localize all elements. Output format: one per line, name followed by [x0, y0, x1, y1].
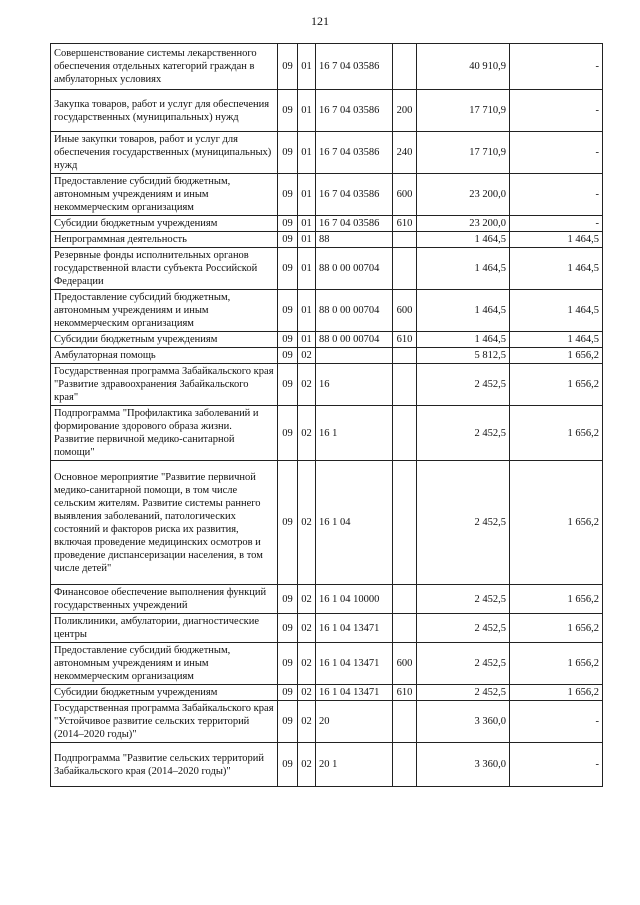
subsection-code-cell: 02 — [298, 348, 316, 364]
item-name-cell: Основное мероприятие "Развитие первичной медико-санитарной помощи, в том числе сельским жителям. Развитие системы раннего выявления заболеваний, патологических состояний и факторов риска их развития, включая проведение медицинских осмотров и проведение диспансеризации населения, в том числе детей" — [51, 461, 278, 585]
amount-federal-cell: 1 656,2 — [510, 585, 603, 614]
table-row — [51, 132, 603, 174]
subsection-code-cell: 02 — [298, 701, 316, 743]
amount-cell: 2 452,5 — [417, 406, 510, 461]
item-name-cell: Финансовое обеспечение выполнения функций государственных учреждений — [51, 585, 278, 614]
item-name-cell: Государственная программа Забайкальского края "Развитие здравоохранения Забайкальского края" — [51, 364, 278, 406]
expense-type-cell — [393, 406, 417, 461]
amount-cell: 17 710,9 — [417, 132, 510, 174]
amount-cell: 17 710,9 — [417, 90, 510, 132]
subsection-code-cell: 02 — [298, 364, 316, 406]
target-article-cell: 16 1 04 13471 — [316, 643, 393, 685]
subsection-code-cell: 01 — [298, 216, 316, 232]
table-row — [51, 44, 603, 90]
expense-type-cell: 200 — [393, 90, 417, 132]
subsection-code-cell: 02 — [298, 585, 316, 614]
amount-cell: 1 464,5 — [417, 232, 510, 248]
amount-federal-cell: 1 464,5 — [510, 232, 603, 248]
amount-federal-cell: - — [510, 90, 603, 132]
section-code-cell: 09 — [278, 232, 298, 248]
expense-type-cell: 610 — [393, 332, 417, 348]
amount-cell: 2 452,5 — [417, 364, 510, 406]
subsection-code-cell: 02 — [298, 685, 316, 701]
item-name-cell: Подпрограмма "Профилактика заболеваний и формирование здорового образа жизни. Развитие первичной медико-санитарной помощи" — [51, 406, 278, 461]
section-code-cell: 09 — [278, 174, 298, 216]
section-code-cell: 09 — [278, 348, 298, 364]
subsection-code-cell: 02 — [298, 743, 316, 787]
subsection-code-cell: 01 — [298, 232, 316, 248]
expense-type-cell — [393, 248, 417, 290]
expense-type-cell: 610 — [393, 216, 417, 232]
target-article-cell — [316, 348, 393, 364]
expense-type-cell: 600 — [393, 643, 417, 685]
target-article-cell: 20 — [316, 701, 393, 743]
target-article-cell: 16 1 — [316, 406, 393, 461]
amount-cell: 2 452,5 — [417, 585, 510, 614]
table-row — [51, 290, 603, 332]
amount-federal-cell: - — [510, 743, 603, 787]
expense-type-cell — [393, 701, 417, 743]
item-name-cell: Амбулаторная помощь — [51, 348, 278, 364]
amount-cell: 1 464,5 — [417, 332, 510, 348]
amount-federal-cell: - — [510, 44, 603, 90]
section-code-cell: 09 — [278, 90, 298, 132]
section-code-cell: 09 — [278, 461, 298, 585]
table-row — [51, 461, 603, 585]
table-row — [51, 743, 603, 787]
section-code-cell: 09 — [278, 614, 298, 643]
amount-cell: 2 452,5 — [417, 614, 510, 643]
item-name-cell: Субсидии бюджетным учреждениям — [51, 685, 278, 701]
section-code-cell: 09 — [278, 585, 298, 614]
amount-federal-cell: 1 464,5 — [510, 290, 603, 332]
amount-cell: 1 464,5 — [417, 248, 510, 290]
amount-federal-cell: 1 656,2 — [510, 364, 603, 406]
amount-cell: 2 452,5 — [417, 461, 510, 585]
subsection-code-cell: 02 — [298, 406, 316, 461]
target-article-cell: 16 7 04 03586 — [316, 174, 393, 216]
amount-federal-cell: - — [510, 216, 603, 232]
subsection-code-cell: 01 — [298, 332, 316, 348]
amount-cell: 5 812,5 — [417, 348, 510, 364]
item-name-cell: Поликлиники, амбулатории, диагностические центры — [51, 614, 278, 643]
section-code-cell: 09 — [278, 743, 298, 787]
item-name-cell: Предоставление субсидий бюджетным, автономным учреждениям и иным некоммерческим организациям — [51, 643, 278, 685]
item-name-cell: Совершенствование системы лекарственного обеспечения отдельных категорий граждан в амбулаторных условиях — [51, 44, 278, 90]
page-number: 121 — [311, 14, 329, 28]
table-row — [51, 348, 603, 364]
section-code-cell: 09 — [278, 701, 298, 743]
amount-cell: 2 452,5 — [417, 643, 510, 685]
amount-federal-cell: 1 656,2 — [510, 461, 603, 585]
amount-cell: 2 452,5 — [417, 685, 510, 701]
section-code-cell: 09 — [278, 406, 298, 461]
target-article-cell: 16 1 04 — [316, 461, 393, 585]
table-body — [51, 44, 603, 787]
amount-federal-cell: 1 656,2 — [510, 685, 603, 701]
section-code-cell: 09 — [278, 290, 298, 332]
amount-federal-cell: - — [510, 701, 603, 743]
table-row — [51, 232, 603, 248]
subsection-code-cell: 01 — [298, 132, 316, 174]
table-row — [51, 701, 603, 743]
expense-type-cell — [393, 364, 417, 406]
item-name-cell: Резервные фонды исполнительных органов государственной власти субъекта Российской Федерации — [51, 248, 278, 290]
expense-type-cell — [393, 232, 417, 248]
table-row — [51, 614, 603, 643]
expense-type-cell: 610 — [393, 685, 417, 701]
section-code-cell: 09 — [278, 332, 298, 348]
target-article-cell: 20 1 — [316, 743, 393, 787]
table-row — [51, 364, 603, 406]
subsection-code-cell: 02 — [298, 461, 316, 585]
target-article-cell: 16 7 04 03586 — [316, 132, 393, 174]
section-code-cell: 09 — [278, 216, 298, 232]
table-row — [51, 585, 603, 614]
table-row — [51, 216, 603, 232]
target-article-cell: 16 1 04 10000 — [316, 585, 393, 614]
target-article-cell: 88 0 00 00704 — [316, 332, 393, 348]
section-code-cell: 09 — [278, 248, 298, 290]
target-article-cell: 16 — [316, 364, 393, 406]
amount-federal-cell: 1 656,2 — [510, 406, 603, 461]
subsection-code-cell: 02 — [298, 614, 316, 643]
budget-table — [50, 43, 603, 787]
target-article-cell: 16 7 04 03586 — [316, 90, 393, 132]
expense-type-cell — [393, 348, 417, 364]
item-name-cell: Субсидии бюджетным учреждениям — [51, 216, 278, 232]
subsection-code-cell: 01 — [298, 248, 316, 290]
item-name-cell: Субсидии бюджетным учреждениям — [51, 332, 278, 348]
section-code-cell: 09 — [278, 643, 298, 685]
target-article-cell: 88 — [316, 232, 393, 248]
amount-federal-cell: 1 656,2 — [510, 348, 603, 364]
expense-type-cell: 600 — [393, 174, 417, 216]
item-name-cell: Закупка товаров, работ и услуг для обеспечения государственных (муниципальных) нужд — [51, 90, 278, 132]
expense-type-cell — [393, 585, 417, 614]
table-row — [51, 174, 603, 216]
expense-type-cell: 600 — [393, 290, 417, 332]
amount-federal-cell: - — [510, 132, 603, 174]
expense-type-cell — [393, 614, 417, 643]
item-name-cell: Подпрограмма "Развитие сельских территорий Забайкальского края (2014–2020 годы)" — [51, 743, 278, 787]
item-name-cell: Иные закупки товаров, работ и услуг для обеспечения государственных (муниципальных) нужд — [51, 132, 278, 174]
table-row — [51, 248, 603, 290]
table-row — [51, 90, 603, 132]
amount-cell: 40 910,9 — [417, 44, 510, 90]
section-code-cell: 09 — [278, 44, 298, 90]
target-article-cell: 16 7 04 03586 — [316, 44, 393, 90]
target-article-cell: 16 1 04 13471 — [316, 685, 393, 701]
item-name-cell: Непрограммная деятельность — [51, 232, 278, 248]
amount-federal-cell: 1 464,5 — [510, 248, 603, 290]
section-code-cell: 09 — [278, 364, 298, 406]
section-code-cell: 09 — [278, 132, 298, 174]
target-article-cell: 88 0 00 00704 — [316, 248, 393, 290]
amount-cell: 3 360,0 — [417, 743, 510, 787]
amount-cell: 3 360,0 — [417, 701, 510, 743]
expense-type-cell — [393, 44, 417, 90]
amount-cell: 23 200,0 — [417, 174, 510, 216]
subsection-code-cell: 02 — [298, 643, 316, 685]
item-name-cell: Предоставление субсидий бюджетным, автономным учреждениям и иным некоммерческим организациям — [51, 174, 278, 216]
amount-federal-cell: 1 656,2 — [510, 643, 603, 685]
table-row — [51, 685, 603, 701]
expense-type-cell — [393, 461, 417, 585]
amount-federal-cell: 1 656,2 — [510, 614, 603, 643]
table-row — [51, 406, 603, 461]
subsection-code-cell: 01 — [298, 174, 316, 216]
target-article-cell: 16 1 04 13471 — [316, 614, 393, 643]
subsection-code-cell: 01 — [298, 290, 316, 332]
item-name-cell: Государственная программа Забайкальского края "Устойчивое развитие сельских территорий (2014–2020 годы)" — [51, 701, 278, 743]
amount-federal-cell: - — [510, 174, 603, 216]
expense-type-cell: 240 — [393, 132, 417, 174]
subsection-code-cell: 01 — [298, 44, 316, 90]
expense-type-cell — [393, 743, 417, 787]
section-code-cell: 09 — [278, 685, 298, 701]
table-row — [51, 332, 603, 348]
target-article-cell: 16 7 04 03586 — [316, 216, 393, 232]
amount-cell: 1 464,5 — [417, 290, 510, 332]
target-article-cell: 88 0 00 00704 — [316, 290, 393, 332]
subsection-code-cell: 01 — [298, 90, 316, 132]
amount-federal-cell: 1 464,5 — [510, 332, 603, 348]
table-row — [51, 643, 603, 685]
amount-cell: 23 200,0 — [417, 216, 510, 232]
item-name-cell: Предоставление субсидий бюджетным, автономным учреждениям и иным некоммерческим организациям — [51, 290, 278, 332]
